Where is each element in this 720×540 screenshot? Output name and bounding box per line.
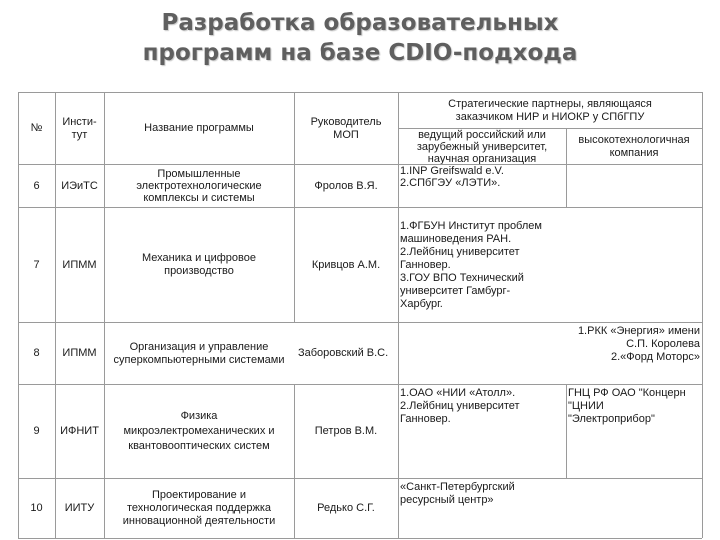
header-partner-company: высокотехнологичная компания (578, 133, 690, 159)
row-leader: Петров В.М. (314, 425, 378, 437)
header-program-name: Название программы (144, 122, 254, 134)
row-institute: ИФНИТ (60, 425, 99, 437)
row-institute: ИПММ (62, 258, 97, 271)
header-partner-university: ведущий российский или зарубежный университет, научная организация (416, 129, 548, 164)
page-title (0, 8, 720, 68)
row-institute: ИПММ (62, 347, 97, 359)
row-partner-university: «Санкт-Петербургский ресурсный центр» (400, 481, 515, 506)
row-leader: Редько С.Г. (317, 502, 375, 514)
row-partner-university: 1.INP Greifswald e.V. 2.СПбГЭУ «ЛЭТИ». (400, 165, 504, 189)
row-leader: Кривцов А.М. (311, 258, 381, 271)
row-partner-university (400, 323, 566, 384)
row-leader: Заборовский В.С. (298, 347, 389, 359)
header-institute: Инсти- тут (62, 115, 97, 141)
header-number: № (30, 122, 43, 134)
row-program-name: Промышленные электротехнологические комплексы и системы (136, 168, 262, 204)
row-partner-company (568, 479, 702, 538)
row-program-name: Организация и управление суперкомпьютерными системами (113, 340, 285, 366)
row-number: 6 (33, 179, 40, 192)
row-partner-company (568, 165, 702, 207)
row-number: 7 (33, 258, 40, 271)
row-partner-company: 1.РКК «Энергия» имени С.П. Королева 2.«Форд Моторс» (577, 325, 700, 363)
row-partner-university: 1.ФГБУН Институт проблем машиноведения РАН. 2.Лейбниц университет Ганновер. 3.ГОУ ВПО Технический университет Гамбург- Харбург. (400, 219, 542, 310)
row-number: 8 (33, 347, 40, 359)
row-institute: ИИТУ (64, 502, 95, 514)
row-partner-company: ГНЦ РФ ОАО "Концерн "ЦНИИ "Электроприбор" (568, 387, 686, 425)
page-title-line-2: программ на базе CDIO-подхода (142, 40, 578, 66)
row-leader: Фролов В.Я. (314, 179, 378, 192)
row-partner-company (568, 208, 702, 322)
row-program-name: Проектирование и технологическая поддержка инновационной деятельности (122, 489, 276, 527)
page-title-line-1: Разработка образовательных (161, 10, 559, 36)
header-strategic-partners: Стратегические партнеры, являющаяся заказчиком НИР и НИОКР у СПбГПУ (448, 97, 652, 123)
row-program-name: Физика микроэлектромеханических и квантовооптических систем (123, 410, 275, 452)
header-leader: Руководитель МОП (310, 115, 382, 141)
row-number: 10 (30, 502, 43, 514)
row-institute: ИЭиТС (61, 179, 98, 192)
row-number: 9 (33, 425, 40, 437)
row-program-name: Механика и цифровое производство (142, 252, 256, 277)
row-partner-university: 1.ОАО «НИИ «Атолл». 2.Лейбниц университет Ганновер. (400, 387, 520, 425)
